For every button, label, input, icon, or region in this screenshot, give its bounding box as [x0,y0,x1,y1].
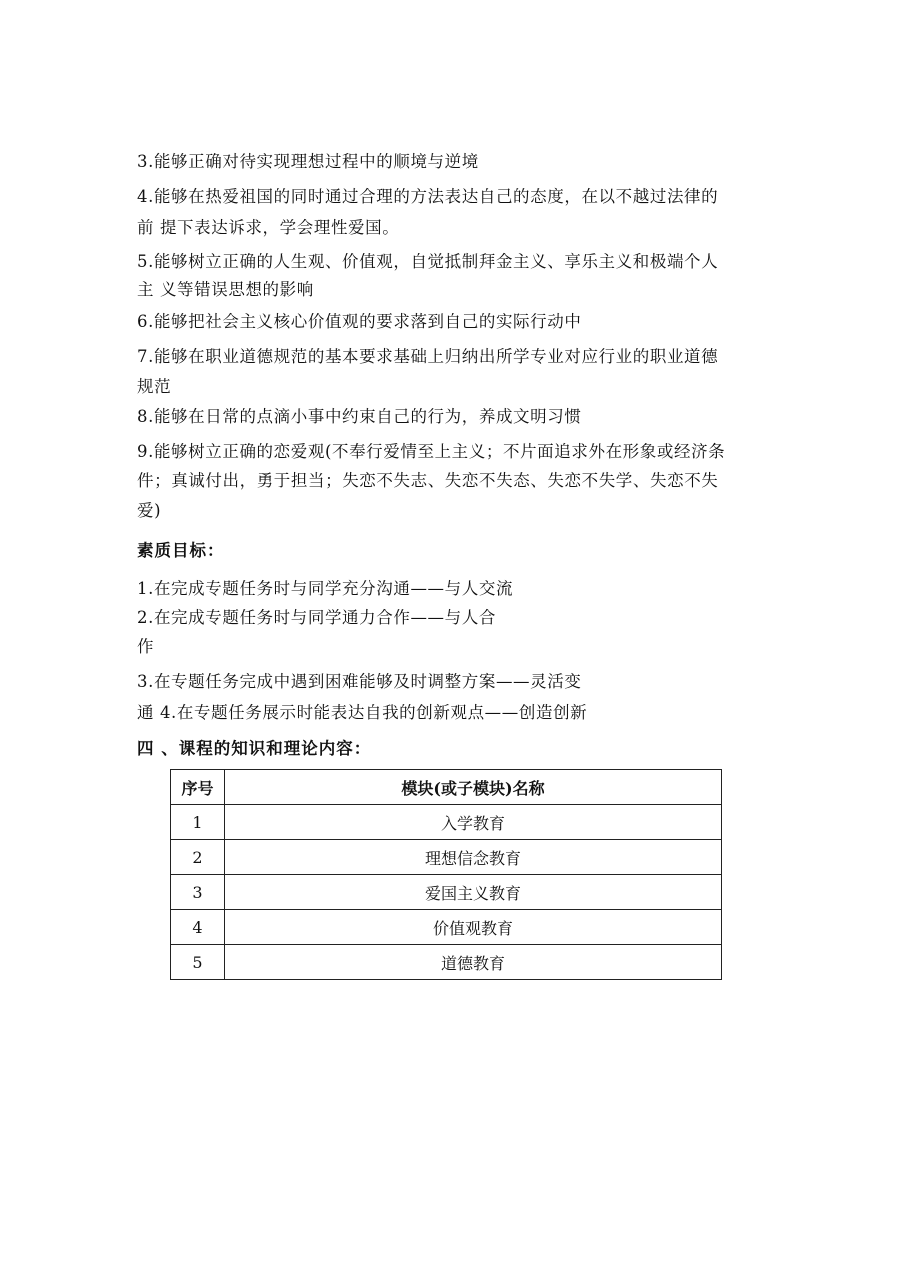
ability-item-3: 3.能够正确对待实现理想过程中的顺境与逆境 [137,152,479,171]
header-serial-number: 序号 [171,770,225,805]
row-module-name: 理想信念教育 [225,840,722,875]
ability-item-4-line-1: 4.能够在热爱祖国的同时通过合理的方法表达自己的态度，在以不越过法律的 [137,187,719,206]
ability-item-7-line-1: 7.能够在职业道德规范的基本要求基础上归纳出所学专业对应行业的职业道德 [137,347,719,366]
row-module-name: 价值观教育 [225,910,722,945]
row-number: 3 [171,875,225,910]
ability-item-5-line-1: 5.能够树立正确的人生观、价值观，自觉抵制拜金主义、享乐主义和极端个人 [137,252,719,271]
section-4-heading: 四 、课程的知识和理论内容： [137,739,372,758]
quality-item-2-line-2: 作 [137,637,155,656]
ability-item-9-line-3: 爱) [137,501,162,520]
quality-item-2-line-1: 2.在完成专题任务时与同学通力合作——与人合 [137,608,496,627]
quality-item-3: 3.在专题任务完成中遇到困难能够及时调整方案——灵活变 [137,672,582,691]
ability-item-9-line-2: 件；真诚付出，勇于担当；失恋不失志、失恋不失态、失恋不失学、失恋不失 [137,471,719,490]
ability-item-5-line-2: 主 义等错误思想的影响 [137,280,314,299]
table-row [171,805,722,840]
ability-item-8: 8.能够在日常的点滴小事中约束自己的行为，养成文明习惯 [137,407,582,426]
row-number: 4 [171,910,225,945]
ability-item-9-line-1: 9.能够树立正确的恋爱观(不奉行爱情至上主义；不片面追求外在形象或经济条 [137,442,726,461]
row-number: 1 [171,805,225,840]
quality-goals-heading: 素质目标： [137,541,225,560]
row-module-name: 道德教育 [225,945,722,980]
row-number: 2 [171,840,225,875]
quality-item-4: 通 4.在专题任务展示时能表达自我的创新观点——创造创新 [137,703,588,722]
row-number: 5 [171,945,225,980]
table-row [171,840,722,875]
table-row [171,945,722,980]
row-module-name: 爱国主义教育 [225,875,722,910]
row-module-name: 入学教育 [225,805,722,840]
ability-item-4-line-2: 前 提下表达诉求，学会理性爱国。 [137,218,400,237]
ability-item-6: 6.能够把社会主义核心价值观的要求落到自己的实际行动中 [137,312,582,331]
table-row [171,910,722,945]
table-row [171,875,722,910]
module-table [170,769,722,980]
quality-item-1: 1.在完成专题任务时与同学充分沟通——与人交流 [137,579,514,598]
ability-item-7-line-2: 规范 [137,377,172,396]
table-header-row [171,770,722,805]
header-module-name: 模块(或子模块)名称 [225,770,722,805]
